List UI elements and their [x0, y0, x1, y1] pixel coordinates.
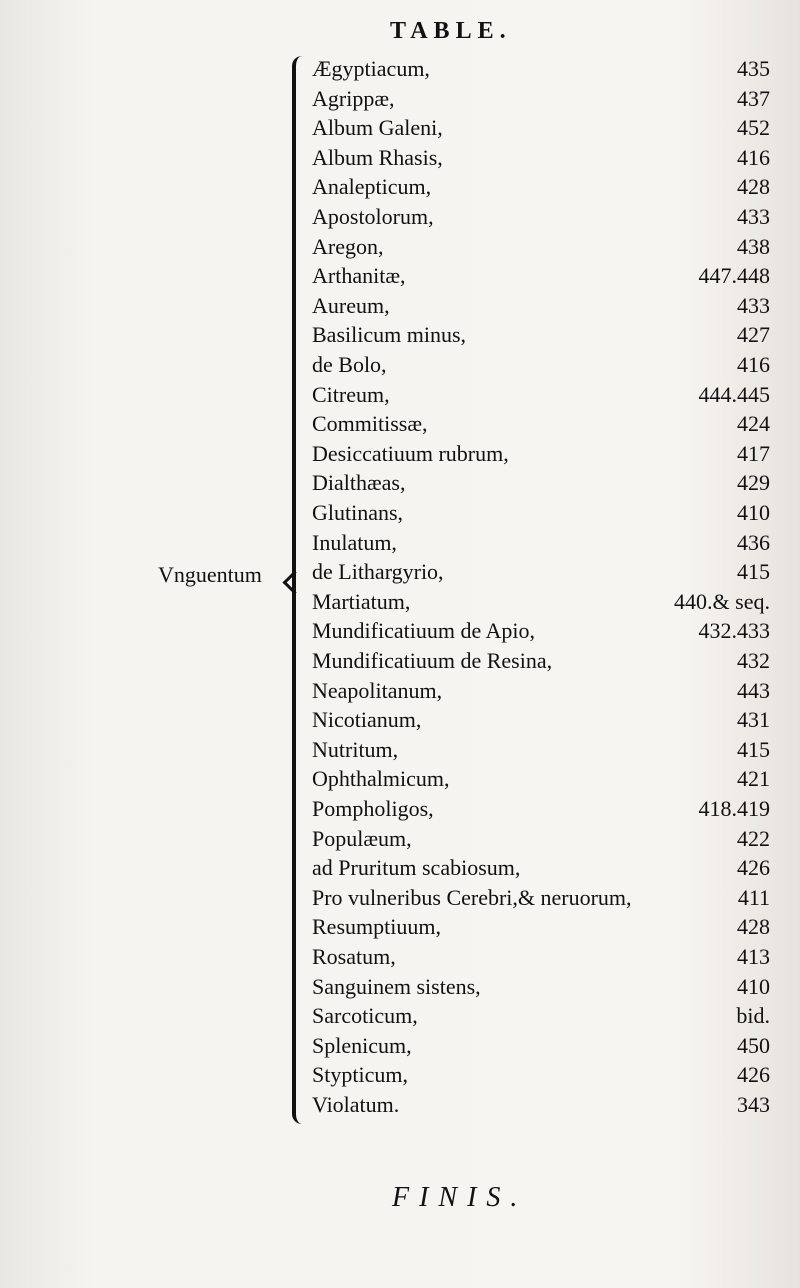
- entry-page-number: 415: [737, 736, 770, 762]
- index-entry: [0, 468, 800, 498]
- finis-text: FINIS.: [392, 1182, 528, 1213]
- entry-page-number: 436: [737, 529, 770, 555]
- entry-name: Rosatum,: [312, 944, 396, 969]
- entry-page-number: 428: [737, 914, 770, 940]
- entry-name: Commitissæ,: [312, 411, 428, 437]
- index-entry: [0, 1060, 800, 1090]
- entry-page-number: 415: [737, 559, 770, 585]
- entry-page-number: 433: [737, 292, 770, 318]
- index-entry: [0, 232, 800, 262]
- entry-page-number: 426: [737, 1062, 770, 1088]
- index-entry: [0, 143, 800, 173]
- entry-page-number: 421: [737, 766, 770, 792]
- entry-page-number: 447.448: [698, 263, 770, 289]
- entry-page-number: 343: [737, 1092, 770, 1117]
- entry-page-number: 428: [737, 174, 770, 200]
- index-entry: [0, 735, 800, 765]
- entry-name: Aregon,: [312, 233, 384, 259]
- entry-name: Pro vulneribus Cerebri,& neruorum,: [312, 884, 632, 910]
- entry-page-number: 424: [737, 411, 770, 437]
- entry-page-number: 435: [737, 56, 770, 81]
- entry-name: Citreum,: [312, 381, 390, 407]
- entry-name: Dialthæas,: [312, 470, 406, 496]
- entry-name: Pompholigos,: [312, 796, 434, 821]
- index-entry: [0, 1090, 800, 1120]
- entry-page-number: bid.: [736, 1003, 770, 1029]
- index-entry: [0, 113, 800, 143]
- entry-page-number: 444.445: [698, 381, 770, 407]
- index-entry: [0, 912, 800, 942]
- index-entry: [0, 705, 800, 735]
- entry-page-number: 432: [737, 648, 770, 673]
- index-entry: [0, 202, 800, 232]
- entry-page-number: 431: [737, 707, 770, 733]
- entry-name: Nutritum,: [312, 736, 399, 762]
- index-entry: [0, 350, 800, 380]
- entry-name: Apostolorum,: [312, 204, 434, 229]
- entry-name: Ophthalmicum,: [312, 766, 450, 792]
- entry-name: Populæum,: [312, 825, 412, 851]
- entry-name: Agrippæ,: [312, 85, 395, 111]
- index-entry: [0, 1001, 800, 1031]
- entry-name: Neapolitanum,: [312, 677, 443, 703]
- index-entry: [0, 557, 800, 587]
- entry-page-number: 416: [737, 144, 770, 170]
- entry-page-number: 450: [737, 1032, 770, 1058]
- index-entry: [0, 824, 800, 854]
- page-header: TABLE.: [390, 18, 512, 44]
- index-entry: [0, 261, 800, 291]
- entry-name: Martiatum,: [312, 588, 411, 614]
- entry-page-number: 438: [737, 233, 770, 259]
- entry-name: Inulatum,: [312, 529, 397, 555]
- entry-name: Analepticum,: [312, 174, 432, 200]
- entry-name: Violatum.: [312, 1092, 400, 1117]
- index-entry: [0, 883, 800, 913]
- entry-page-number: 440.& seq.: [674, 588, 770, 614]
- entry-name: Album Galeni,: [312, 115, 443, 141]
- index-entry: [0, 587, 800, 617]
- entry-name: Glutinans,: [312, 500, 404, 525]
- entry-page-number: 422: [737, 825, 770, 851]
- entry-page-number: 410: [737, 500, 770, 525]
- entry-name: Album Rhasis,: [312, 144, 443, 170]
- index-entry: [0, 853, 800, 883]
- entry-name: Desiccatiuum rubrum,: [312, 440, 509, 466]
- entry-name: Sanguinem sistens,: [312, 973, 481, 999]
- entry-page-number: 432.433: [698, 618, 770, 644]
- index-entry: [0, 172, 800, 202]
- entry-name: Nicotianum,: [312, 707, 422, 733]
- entry-name: Sarcoticum,: [312, 1003, 418, 1029]
- entry-page-number: 413: [737, 944, 770, 969]
- entry-name: Basilicum minus,: [312, 322, 466, 348]
- index-entry: [0, 528, 800, 558]
- entry-page-number: 416: [737, 352, 770, 377]
- index-entry: [0, 380, 800, 410]
- index-entry: [0, 320, 800, 350]
- entry-name: de Lithargyrio,: [312, 559, 444, 585]
- entry-name: de Bolo,: [312, 352, 387, 377]
- index-entry: [0, 972, 800, 1002]
- entry-page-number: 418.419: [698, 796, 770, 821]
- index-entry: [0, 498, 800, 528]
- entry-name: Arthanitæ,: [312, 263, 406, 289]
- index-entry: [0, 409, 800, 439]
- entry-name: Resumptiuum,: [312, 914, 441, 940]
- entry-name: Aureum,: [312, 292, 390, 318]
- entry-page-number: 437: [737, 85, 770, 111]
- entry-name: Splenicum,: [312, 1032, 412, 1058]
- index-entry: [0, 291, 800, 321]
- index-entry: [0, 676, 800, 706]
- index-entry: [0, 646, 800, 676]
- entry-name: Mundificatiuum de Apio,: [312, 618, 536, 644]
- index-entry: [0, 54, 800, 84]
- index-entry: [0, 764, 800, 794]
- index-entry: [0, 439, 800, 469]
- entry-page-number: 417: [737, 440, 770, 466]
- entry-name: ad Pruritum scabiosum,: [312, 855, 521, 881]
- index-entry: [0, 794, 800, 824]
- index-entry: [0, 84, 800, 114]
- entry-page-number: 427: [737, 322, 770, 348]
- entry-page-number: 429: [737, 470, 770, 496]
- entry-page-number: 411: [737, 884, 770, 910]
- entry-name: Mundificatiuum de Resina,: [312, 648, 553, 673]
- index-entry: [0, 942, 800, 972]
- entry-page-number: 410: [737, 973, 770, 999]
- group-label: Vnguentum: [158, 562, 262, 587]
- entry-page-number: 443: [737, 677, 770, 703]
- entry-name: Ægyptiacum,: [312, 56, 430, 81]
- entry-name: Stypticum,: [312, 1062, 408, 1088]
- index-entry: [0, 1031, 800, 1061]
- entry-page-number: 433: [737, 204, 770, 229]
- index-entry: [0, 616, 800, 646]
- entry-page-number: 426: [737, 855, 770, 881]
- entry-page-number: 452: [737, 115, 770, 141]
